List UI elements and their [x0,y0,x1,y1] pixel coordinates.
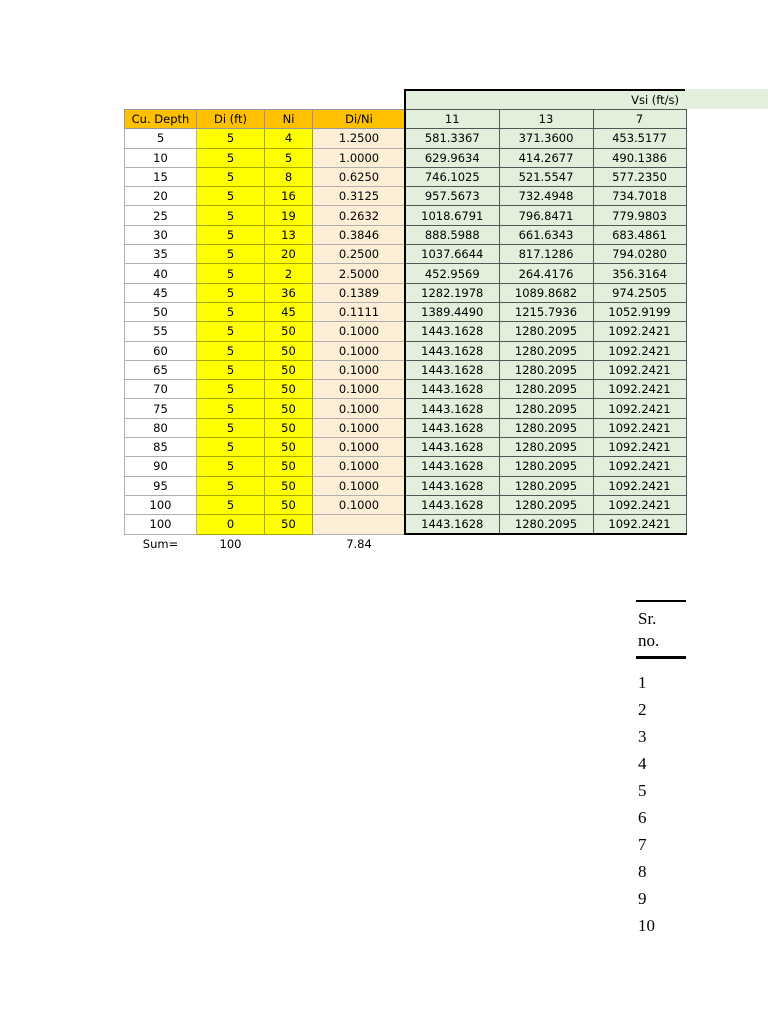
di-ni-cell[interactable]: 0.1000 [313,380,406,399]
vsi-7-cell[interactable]: 1092.2421 [593,418,686,437]
table-row [405,495,686,514]
table-row [125,380,406,399]
vsi-13-cell[interactable]: 1280.2095 [499,322,593,341]
list-item: 8 [638,862,647,881]
cu-depth-cell[interactable]: 60 [125,341,197,360]
cu-depth-cell[interactable]: 15 [125,167,197,186]
header-cu-depth[interactable]: Cu. Depth [125,110,197,129]
ni-cell[interactable]: 2 [265,264,313,283]
vsi-11-cell[interactable]: 1443.1628 [405,438,499,457]
vsi-data-table [404,109,687,535]
di-cell[interactable]: 5 [197,322,265,341]
vsi-11-cell[interactable]: 629.9634 [405,148,499,167]
vsi-13-cell[interactable]: 1280.2095 [499,495,593,514]
di-ni-cell[interactable]: 0.1000 [313,438,406,457]
vsi-7-cell[interactable]: 1092.2421 [593,380,686,399]
cu-depth-cell[interactable]: 5 [125,129,197,148]
table-row [125,495,406,514]
list-item: 6 [638,808,647,827]
cu-depth-cell[interactable]: 95 [125,476,197,495]
di-cell[interactable]: 5 [197,264,265,283]
table-row [125,418,406,437]
table-row [405,360,686,379]
vsi-header-11[interactable]: 11 [405,110,499,129]
vsi-13-cell[interactable]: 1280.2095 [499,418,593,437]
cu-depth-cell[interactable]: 10 [125,148,197,167]
table-row [125,399,406,418]
table-row [125,245,406,264]
ni-cell[interactable]: 50 [265,457,313,476]
left-header-row [125,110,406,129]
list-item: 7 [638,835,647,854]
left-data-table [124,109,406,554]
di-ni-cell[interactable]: 0.1000 [313,399,406,418]
vsi-7-cell[interactable]: 1052.9199 [593,302,686,321]
table-row [405,187,686,206]
cu-depth-cell[interactable]: 55 [125,322,197,341]
vsi-7-cell[interactable]: 1092.2421 [593,341,686,360]
sr-header-text: Sr. no. [638,609,660,650]
ni-cell[interactable]: 50 [265,476,313,495]
table-row [405,438,686,457]
di-cell[interactable]: 5 [197,476,265,495]
cu-depth-cell[interactable]: 50 [125,302,197,321]
table-row [405,457,686,476]
cu-depth-cell[interactable]: 90 [125,457,197,476]
ni-cell[interactable]: 20 [265,245,313,264]
list-item: 9 [638,889,647,908]
vsi-11-cell[interactable]: 1443.1628 [405,322,499,341]
table-row [405,206,686,225]
vsi-13-cell[interactable]: 1280.2095 [499,457,593,476]
vsi-11-cell[interactable]: 1443.1628 [405,360,499,379]
di-ni-cell[interactable]: 0.3125 [313,187,406,206]
header-di-ni[interactable]: Di/Ni [313,110,406,129]
vsi-7-cell[interactable]: 1092.2421 [593,495,686,514]
di-cell[interactable]: 5 [197,206,265,225]
ni-cell[interactable]: 50 [265,438,313,457]
ni-cell[interactable]: 4 [265,129,313,148]
vsi-header-extension [685,89,768,109]
table-row [405,399,686,418]
di-cell[interactable]: 5 [197,129,265,148]
vsi-7-cell[interactable]: 734.7018 [593,187,686,206]
ni-cell[interactable]: 45 [265,302,313,321]
table-row [125,129,406,148]
table-row [125,206,406,225]
vsi-7-cell[interactable]: 794.0280 [593,245,686,264]
table-row [125,264,406,283]
cu-depth-cell[interactable]: 70 [125,380,197,399]
di-cell[interactable]: 5 [197,438,265,457]
vsi-13-cell[interactable]: 371.3600 [499,129,593,148]
sr-no-list [636,669,686,939]
vsi-11-cell[interactable]: 888.5988 [405,225,499,244]
vsi-11-cell[interactable]: 1389.4490 [405,302,499,321]
sr-no-column [636,600,686,939]
ni-cell[interactable]: 50 [265,495,313,514]
vsi-7-cell[interactable]: 1092.2421 [593,457,686,476]
vsi-13-cell[interactable]: 521.5547 [499,167,593,186]
vsi-7-cell[interactable]: 779.9803 [593,206,686,225]
di-cell[interactable]: 5 [197,418,265,437]
di-ni-cell[interactable]: 0.1111 [313,302,406,321]
di-ni-cell[interactable]: 0.1000 [313,322,406,341]
sum-row [125,534,406,554]
vsi-13-cell[interactable]: 1280.2095 [499,438,593,457]
ni-cell[interactable]: 50 [265,360,313,379]
cu-depth-cell[interactable]: 85 [125,438,197,457]
ni-cell[interactable]: 19 [265,206,313,225]
vsi-11-cell[interactable]: 1018.6791 [405,206,499,225]
ni-cell[interactable]: 13 [265,225,313,244]
table-row [125,515,406,534]
table-row [125,457,406,476]
table-row [125,167,406,186]
vsi-7-cell[interactable]: 490.1386 [593,148,686,167]
di-ni-cell[interactable]: 0.1389 [313,283,406,302]
di-cell[interactable]: 5 [197,302,265,321]
table-row [405,283,686,302]
table-row [405,515,686,534]
vsi-13-cell[interactable]: 264.4176 [499,264,593,283]
vsi-11-cell[interactable]: 1282.1978 [405,283,499,302]
cu-depth-cell[interactable]: 40 [125,264,197,283]
vsi-13-cell[interactable]: 1280.2095 [499,360,593,379]
di-ni-cell[interactable]: 1.2500 [313,129,406,148]
vsi-7-cell[interactable]: 974.2505 [593,283,686,302]
table-row [405,167,686,186]
vsi-7-cell[interactable]: 683.4861 [593,225,686,244]
list-item: 10 [638,916,655,935]
vsi-11-cell[interactable]: 581.3367 [405,129,499,148]
di-ni-cell[interactable]: 0.1000 [313,495,406,514]
di-ni-cell[interactable]: 0.1000 [313,360,406,379]
header-rule [636,656,686,659]
table-row [125,322,406,341]
di-ni-cell[interactable]: 0.3846 [313,225,406,244]
vsi-13-cell[interactable]: 732.4948 [499,187,593,206]
di-ni-cell[interactable]: 0.2500 [313,245,406,264]
vsi-7-cell[interactable]: 1092.2421 [593,438,686,457]
vsi-13-cell[interactable]: 1280.2095 [499,515,593,534]
vsi-13-cell[interactable]: 1280.2095 [499,380,593,399]
ni-cell[interactable]: 50 [265,418,313,437]
table-row [405,476,686,495]
vsi-7-cell[interactable]: 1092.2421 [593,360,686,379]
cu-depth-cell[interactable]: 100 [125,495,197,514]
di-cell[interactable]: 5 [197,495,265,514]
di-ni-cell[interactable]: 0.1000 [313,418,406,437]
ni-cell[interactable]: 50 [265,341,313,360]
cu-depth-cell[interactable]: 65 [125,360,197,379]
table-row [405,418,686,437]
vsi-11-cell[interactable]: 1443.1628 [405,495,499,514]
list-item: 3 [638,727,647,746]
table-row [125,148,406,167]
di-cell[interactable]: 0 [197,515,265,534]
vsi-11-cell[interactable]: 452.9569 [405,264,499,283]
ni-cell[interactable]: 50 [265,515,313,534]
di-ni-cell[interactable]: 1.0000 [313,148,406,167]
di-cell[interactable]: 5 [197,167,265,186]
ni-cell[interactable]: 5 [265,148,313,167]
di-cell[interactable]: 5 [197,187,265,206]
vsi-7-cell[interactable]: 453.5177 [593,129,686,148]
table-row [125,187,406,206]
di-cell[interactable]: 5 [197,341,265,360]
di-ni-cell[interactable]: 0.6250 [313,167,406,186]
table-row [405,380,686,399]
vsi-7-cell[interactable]: 1092.2421 [593,399,686,418]
vsi-7-cell[interactable]: 1092.2421 [593,322,686,341]
vsi-7-cell[interactable]: 356.3164 [593,264,686,283]
cu-depth-cell[interactable]: 30 [125,225,197,244]
ni-cell[interactable]: 8 [265,167,313,186]
di-ni-cell[interactable]: 0.1000 [313,457,406,476]
vsi-header-13[interactable]: 13 [499,110,593,129]
list-item: 5 [638,781,647,800]
vsi-7-cell[interactable]: 577.2350 [593,167,686,186]
vsi-block [404,89,687,535]
table-row [405,245,686,264]
vsi-11-cell[interactable]: 1443.1628 [405,476,499,495]
vsi-13-cell[interactable]: 414.2677 [499,148,593,167]
vsi-group-header[interactable]: Vsi (ft/s) [404,89,685,109]
di-ni-cell[interactable]: 0.2632 [313,206,406,225]
sum-di-ni-value: 7.84 [313,534,406,554]
di-cell[interactable]: 5 [197,380,265,399]
cu-depth-cell[interactable]: 80 [125,418,197,437]
di-ni-cell[interactable]: 0.1000 [313,341,406,360]
vsi-13-cell[interactable]: 1089.8682 [499,283,593,302]
table-row [405,129,686,148]
vsi-11-cell[interactable]: 957.5673 [405,187,499,206]
table-row [405,322,686,341]
vsi-11-cell[interactable]: 1037.6644 [405,245,499,264]
vsi-13-cell[interactable]: 1280.2095 [499,341,593,360]
ni-cell[interactable]: 50 [265,380,313,399]
vsi-11-cell[interactable]: 1443.1628 [405,399,499,418]
header-di[interactable]: Di (ft) [197,110,265,129]
di-cell[interactable]: 5 [197,245,265,264]
table-row [405,264,686,283]
di-ni-cell[interactable]: 0.1000 [313,476,406,495]
table-row [405,148,686,167]
ni-cell[interactable]: 50 [265,399,313,418]
vsi-11-cell[interactable]: 1443.1628 [405,341,499,360]
vsi-13-cell[interactable]: 1215.7936 [499,302,593,321]
table-row [125,476,406,495]
table-row [125,225,406,244]
vsi-11-cell[interactable]: 1443.1628 [405,457,499,476]
table-row [125,360,406,379]
di-cell[interactable]: 5 [197,283,265,302]
table-row [125,302,406,321]
cu-depth-cell[interactable]: 100 [125,515,197,534]
vsi-header-row [405,110,686,129]
vsi-11-cell[interactable]: 1443.1628 [405,515,499,534]
vsi-13-cell[interactable]: 817.1286 [499,245,593,264]
vsi-header-7[interactable]: 7 [593,110,686,129]
ni-cell[interactable]: 16 [265,187,313,206]
sum-label: Sum= [125,534,197,554]
di-cell[interactable]: 5 [197,148,265,167]
vsi-11-cell[interactable]: 1443.1628 [405,380,499,399]
di-ni-cell[interactable]: 2.5000 [313,264,406,283]
vsi-13-cell[interactable]: 1280.2095 [499,399,593,418]
vsi-7-cell[interactable]: 1092.2421 [593,476,686,495]
cu-depth-cell[interactable]: 45 [125,283,197,302]
vsi-7-cell[interactable]: 1092.2421 [593,515,686,534]
ni-cell[interactable]: 36 [265,283,313,302]
list-item: 4 [638,754,647,773]
ni-cell[interactable]: 50 [265,322,313,341]
di-cell[interactable]: 5 [197,360,265,379]
di-ni-cell[interactable] [313,515,406,534]
vsi-13-cell[interactable]: 1280.2095 [499,476,593,495]
cu-depth-cell[interactable]: 25 [125,206,197,225]
table-row [125,438,406,457]
vsi-11-cell[interactable]: 1443.1628 [405,418,499,437]
sum-di-value: 100 [197,534,265,554]
table-row [405,302,686,321]
list-item: 1 [638,673,647,692]
sr-no-header [636,602,686,652]
vsi-13-cell[interactable]: 661.6343 [499,225,593,244]
di-cell[interactable]: 5 [197,399,265,418]
table-row [405,225,686,244]
header-ni[interactable]: Ni [265,110,313,129]
cu-depth-cell[interactable]: 20 [125,187,197,206]
cu-depth-cell[interactable]: 75 [125,399,197,418]
table-row [125,341,406,360]
sum-empty [265,534,313,554]
vsi-13-cell[interactable]: 796.8471 [499,206,593,225]
list-item: 2 [638,700,647,719]
table-row [405,341,686,360]
cu-depth-cell[interactable]: 35 [125,245,197,264]
table-row [125,283,406,302]
vsi-11-cell[interactable]: 746.1025 [405,167,499,186]
di-cell[interactable]: 5 [197,225,265,244]
di-cell[interactable]: 5 [197,457,265,476]
